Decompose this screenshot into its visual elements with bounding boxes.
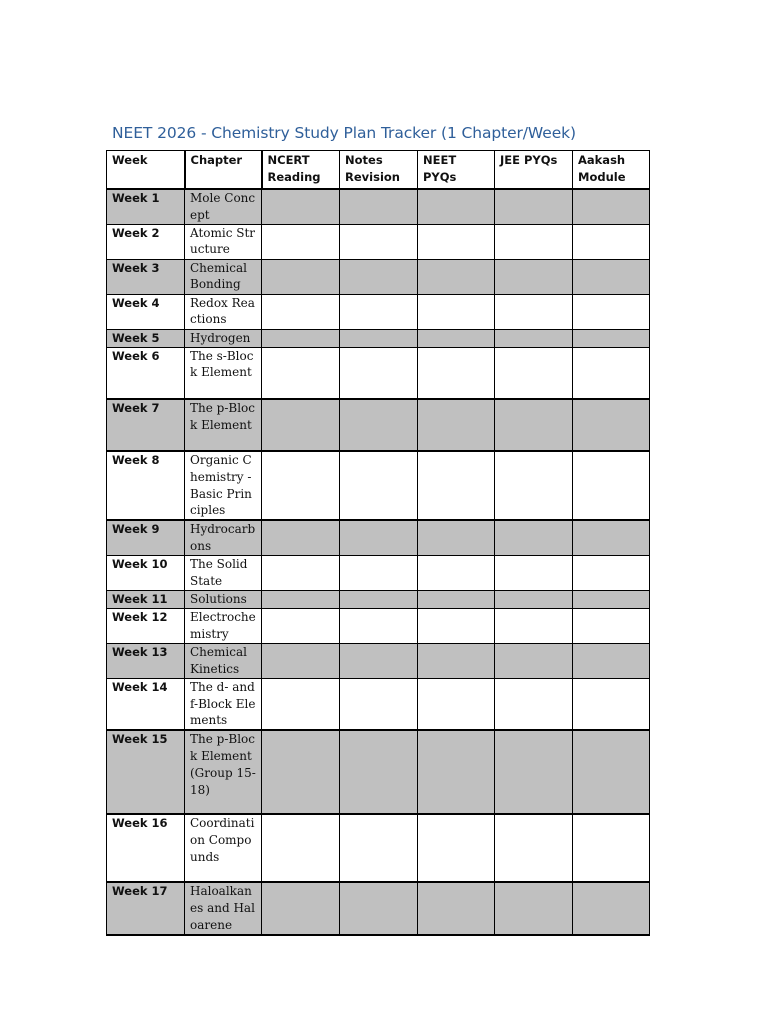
ncert-reading-cell[interactable]: [262, 399, 340, 451]
week-cell: Week 5: [107, 329, 185, 347]
jee-pyqs-cell[interactable]: [495, 399, 573, 451]
notes-revision-cell[interactable]: [340, 294, 418, 329]
ncert-reading-cell[interactable]: [262, 259, 340, 294]
ncert-reading-cell[interactable]: [262, 678, 340, 730]
notes-revision-cell[interactable]: [340, 882, 418, 934]
neet-pyqs-cell[interactable]: [418, 608, 495, 643]
jee-pyqs-cell[interactable]: [495, 643, 573, 678]
ncert-reading-cell[interactable]: [262, 189, 340, 224]
header-ncert-reading: NCERT Reading: [262, 151, 340, 190]
ncert-reading-cell[interactable]: [262, 590, 340, 608]
neet-pyqs-cell[interactable]: [418, 882, 495, 934]
chapter-cell: The p-Block Element (Group 15-18): [185, 730, 262, 814]
chapter-cell: The Solid State: [185, 555, 262, 590]
week-cell: Week 1: [107, 189, 185, 224]
table-row: [107, 399, 650, 451]
ncert-reading-cell[interactable]: [262, 555, 340, 590]
jee-pyqs-cell[interactable]: [495, 224, 573, 259]
jee-pyqs-cell[interactable]: [495, 520, 573, 555]
aakash-module-cell[interactable]: [573, 347, 650, 399]
study-plan-table: [106, 150, 650, 936]
notes-revision-cell[interactable]: [340, 224, 418, 259]
ncert-reading-cell[interactable]: [262, 608, 340, 643]
header-aakash-module: Aakash Module: [573, 151, 650, 190]
neet-pyqs-cell[interactable]: [418, 730, 495, 814]
table-row: [107, 555, 650, 590]
notes-revision-cell[interactable]: [340, 451, 418, 520]
week-cell: Week 12: [107, 608, 185, 643]
table-row: [107, 814, 650, 882]
jee-pyqs-cell[interactable]: [495, 451, 573, 520]
chapter-cell: Haloalkanes and Haloarene: [185, 882, 262, 934]
ncert-reading-cell[interactable]: [262, 329, 340, 347]
week-cell: Week 11: [107, 590, 185, 608]
notes-revision-cell[interactable]: [340, 347, 418, 399]
chapter-cell: Electrochemistry: [185, 608, 262, 643]
neet-pyqs-cell[interactable]: [418, 643, 495, 678]
ncert-reading-cell[interactable]: [262, 294, 340, 329]
week-cell: Week 3: [107, 259, 185, 294]
ncert-reading-cell[interactable]: [262, 224, 340, 259]
chapter-cell: Organic Chemistry - Basic Principles: [185, 451, 262, 520]
table-row: [107, 224, 650, 259]
aakash-module-cell[interactable]: [573, 814, 650, 882]
week-cell: Week 16: [107, 814, 185, 882]
week-cell: Week 6: [107, 347, 185, 399]
neet-pyqs-cell[interactable]: [418, 294, 495, 329]
jee-pyqs-cell[interactable]: [495, 678, 573, 730]
aakash-module-cell[interactable]: [573, 643, 650, 678]
aakash-module-cell[interactable]: [573, 189, 650, 224]
neet-pyqs-cell[interactable]: [418, 259, 495, 294]
week-cell: Week 10: [107, 555, 185, 590]
header-jee-pyqs: JEE PYQs: [495, 151, 573, 190]
ncert-reading-cell[interactable]: [262, 730, 340, 814]
aakash-module-cell[interactable]: [573, 399, 650, 451]
table-row: [107, 189, 650, 224]
chapter-cell: Redox Reactions: [185, 294, 262, 329]
table-row: [107, 678, 650, 730]
jee-pyqs-cell[interactable]: [495, 189, 573, 224]
week-cell: Week 9: [107, 520, 185, 555]
chapter-cell: The d- and f-Block Elements: [185, 678, 262, 730]
notes-revision-cell[interactable]: [340, 590, 418, 608]
jee-pyqs-cell[interactable]: [495, 608, 573, 643]
chapter-cell: Solutions: [185, 590, 262, 608]
week-cell: Week 14: [107, 678, 185, 730]
week-cell: Week 8: [107, 451, 185, 520]
chapter-cell: Hydrocarbons: [185, 520, 262, 555]
neet-pyqs-cell[interactable]: [418, 399, 495, 451]
table-row: [107, 730, 650, 814]
jee-pyqs-cell[interactable]: [495, 730, 573, 814]
ncert-reading-cell[interactable]: [262, 451, 340, 520]
notes-revision-cell[interactable]: [340, 259, 418, 294]
chapter-cell: Chemical Kinetics: [185, 643, 262, 678]
ncert-reading-cell[interactable]: [262, 882, 340, 934]
aakash-module-cell[interactable]: [573, 555, 650, 590]
header-week: Week: [107, 151, 185, 190]
ncert-reading-cell[interactable]: [262, 347, 340, 399]
table-row: [107, 451, 650, 520]
neet-pyqs-cell[interactable]: [418, 224, 495, 259]
aakash-module-cell[interactable]: [573, 294, 650, 329]
jee-pyqs-cell[interactable]: [495, 259, 573, 294]
jee-pyqs-cell[interactable]: [495, 329, 573, 347]
jee-pyqs-cell[interactable]: [495, 882, 573, 934]
notes-revision-cell[interactable]: [340, 814, 418, 882]
neet-pyqs-cell[interactable]: [418, 520, 495, 555]
header-neet-pyqs: NEET PYQs: [418, 151, 495, 190]
neet-pyqs-cell[interactable]: [418, 590, 495, 608]
week-cell: Week 7: [107, 399, 185, 451]
chapter-cell: The p-Block Element: [185, 399, 262, 451]
header-chapter: Chapter: [185, 151, 262, 190]
table-row: [107, 259, 650, 294]
aakash-module-cell[interactable]: [573, 520, 650, 555]
neet-pyqs-cell[interactable]: [418, 347, 495, 399]
chapter-cell: Coordination Compounds: [185, 814, 262, 882]
page-title: NEET 2026 - Chemistry Study Plan Tracker (1 Chapter/Week): [112, 124, 576, 142]
chapter-cell: Chemical Bonding: [185, 259, 262, 294]
notes-revision-cell[interactable]: [340, 189, 418, 224]
week-cell: Week 13: [107, 643, 185, 678]
week-cell: Week 4: [107, 294, 185, 329]
chapter-cell: Hydrogen: [185, 329, 262, 347]
table-row: [107, 590, 650, 608]
notes-revision-cell[interactable]: [340, 730, 418, 814]
ncert-reading-cell[interactable]: [262, 814, 340, 882]
notes-revision-cell[interactable]: [340, 520, 418, 555]
chapter-cell: The s-Block Element: [185, 347, 262, 399]
notes-revision-cell[interactable]: [340, 329, 418, 347]
neet-pyqs-cell[interactable]: [418, 451, 495, 520]
week-cell: Week 15: [107, 730, 185, 814]
aakash-module-cell[interactable]: [573, 329, 650, 347]
aakash-module-cell[interactable]: [573, 451, 650, 520]
table-row: [107, 608, 650, 643]
ncert-reading-cell[interactable]: [262, 520, 340, 555]
jee-pyqs-cell[interactable]: [495, 555, 573, 590]
aakash-module-cell[interactable]: [573, 882, 650, 934]
table-row: [107, 329, 650, 347]
notes-revision-cell[interactable]: [340, 608, 418, 643]
neet-pyqs-cell[interactable]: [418, 555, 495, 590]
jee-pyqs-cell[interactable]: [495, 590, 573, 608]
table-row: [107, 347, 650, 399]
header-notes-revision: Notes Revision: [340, 151, 418, 190]
jee-pyqs-cell[interactable]: [495, 347, 573, 399]
neet-pyqs-cell[interactable]: [418, 189, 495, 224]
table-row: [107, 520, 650, 555]
chapter-cell: Mole Concept: [185, 189, 262, 224]
aakash-module-cell[interactable]: [573, 224, 650, 259]
aakash-module-cell[interactable]: [573, 678, 650, 730]
notes-revision-cell[interactable]: [340, 555, 418, 590]
neet-pyqs-cell[interactable]: [418, 814, 495, 882]
table-row: [107, 294, 650, 329]
week-cell: Week 2: [107, 224, 185, 259]
aakash-module-cell[interactable]: [573, 730, 650, 814]
week-cell: Week 17: [107, 882, 185, 934]
header-row: [107, 151, 650, 190]
notes-revision-cell[interactable]: [340, 399, 418, 451]
notes-revision-cell[interactable]: [340, 678, 418, 730]
neet-pyqs-cell[interactable]: [418, 329, 495, 347]
table-row: [107, 643, 650, 678]
neet-pyqs-cell[interactable]: [418, 678, 495, 730]
aakash-module-cell[interactable]: [573, 259, 650, 294]
aakash-module-cell[interactable]: [573, 608, 650, 643]
ncert-reading-cell[interactable]: [262, 643, 340, 678]
jee-pyqs-cell[interactable]: [495, 294, 573, 329]
jee-pyqs-cell[interactable]: [495, 814, 573, 882]
table-row: [107, 882, 650, 934]
aakash-module-cell[interactable]: [573, 590, 650, 608]
chapter-cell: Atomic Structure: [185, 224, 262, 259]
notes-revision-cell[interactable]: [340, 643, 418, 678]
